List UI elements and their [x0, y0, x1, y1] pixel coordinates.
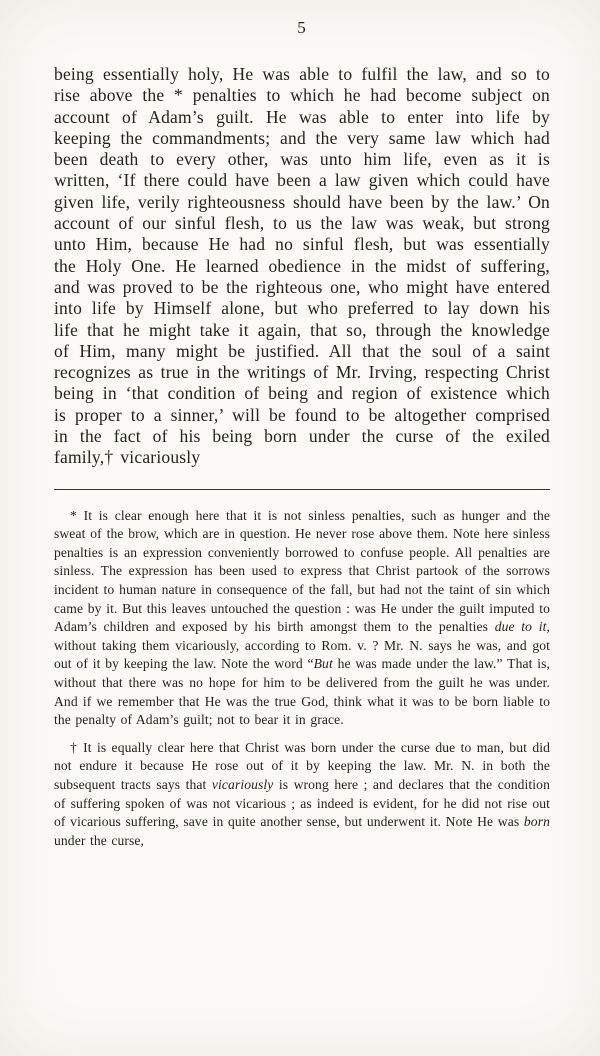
body-paragraph: being essentially holy, He was able to fulfil the law, and so to rise above the * penalties to which he had become subject on account of Adam’s guilt. He was able to enter into life by keeping the commandments; and the very same law which had been death to every other, was unto him life, even as it is written, ‘If there could have been a law given which could have given life, verily righteousness should have been by the law.’ On account of our sinful flesh, to us the law was weak, but strong unto Him, because He had no sinful flesh, but was essentially the Holy One. He learned obedience in the midst of suffering, and was proved to be the righteous one, who might have entered into life by Himself alone, but who preferred to lay down his life that he might take it again, that so, through the knowledge of Him, many might be justified. All that the soul of a saint recognizes as true in the writings of Mr. Irving, respecting Christ being in ‘that condition of being and region of existence which is proper to a sinner,’ will be found to be altogether comprised in the fact of his being born under the curse of the exiled family,† vicariously	[54, 64, 550, 468]
footnote-dagger: † It is equally clear here that Christ was born under the curse due to man, but did not endure it because He rose out of it by keeping the law. Mr. N. in both the subsequent tracts says that vicariously is wrong here ; and declares that the condition of suffering spoken of was not vicarious ; as indeed is evident, for he did not rise out of vicarious suffering, save in quite another sense, but underwent it. Note He was born under the curse,	[54, 739, 550, 848]
footnote-separator	[54, 489, 550, 490]
page-number: 5	[297, 18, 307, 37]
footnote-asterisk: * It is clear enough here that it is not sinless penalties, such as hunger and the sweat of the brow, which are in question. He never rose above them. Note here sinless penalties is an expression conveniently borrowed to confuse people. All penalties are sinless. The expression has been used to express that Christ partook of the sorrows incident to human nature in consequence of the fall, but had not the taint of sin which came by it. But this leaves untouched the question : was He under the guilt imputed to Adam’s children and exposed by his birth amongst them to the penalties due to it, without taking them vicariously, according to Rom. v. ? Mr. N. says he was, and got out of it by keeping the law. Note the word “But he was made under the law.” That is, without that there was no hope for him to be delivered from the guilt he was under. And if we remember that He was the true God, think what it was to be born liable to the penalty of Adam’s guilt; not to bear it in grace.	[54, 507, 551, 728]
